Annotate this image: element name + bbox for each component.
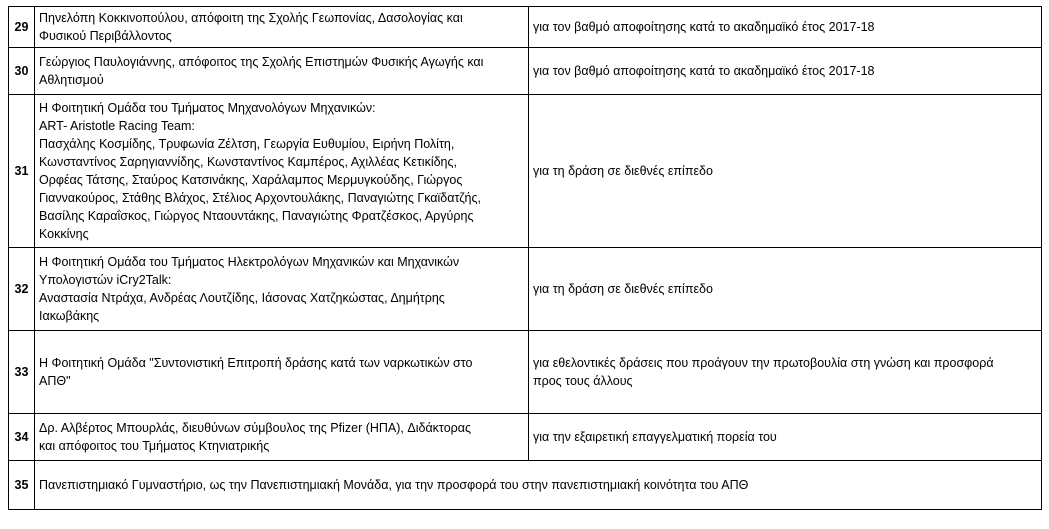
- row-number: 33: [9, 331, 35, 414]
- recipient-cell: Η Φοιτητική Ομάδα του Τμήματος Ηλεκτρολόγων Μηχανικών και Μηχανικών Υπολογιστών iCry2Talk: Αναστασία Ντράχα, Ανδρέας Λουτζίδης, Ιάσονας Χατζηκώστας, Δημήτρης Ιακωβάκης: [35, 248, 529, 331]
- recipient-cell: Γεώργιος Παυλογιάννης, απόφοιτος της Σχολής Επιστημών Φυσικής Αγωγής και Αθλητισμού: [35, 48, 529, 95]
- table-row: [9, 48, 1042, 95]
- row-number: 35: [9, 461, 35, 510]
- table-row: [9, 414, 1042, 461]
- table-row: [9, 95, 1042, 248]
- row-number: 34: [9, 414, 35, 461]
- row-number: 30: [9, 48, 35, 95]
- reason-cell: για εθελοντικές δράσεις που προάγουν την πρωτοβουλία στη γνώση και προσφορά προς τους άλλους: [529, 331, 1042, 414]
- table-row: [9, 331, 1042, 414]
- reason-cell: για τη δράση σε διεθνές επίπεδο: [529, 248, 1042, 331]
- row-number: 29: [9, 7, 35, 48]
- row-number: 31: [9, 95, 35, 248]
- recipient-cell: Η Φοιτητική Ομάδα "Συντονιστική Επιτροπή δράσης κατά των ναρκωτικών στο ΑΠΘ": [35, 331, 529, 414]
- reason-cell: για τον βαθμό αποφοίτησης κατά το ακαδημαϊκό έτος 2017-18: [529, 7, 1042, 48]
- reason-cell: για τον βαθμό αποφοίτησης κατά το ακαδημαϊκό έτος 2017-18: [529, 48, 1042, 95]
- row-number: 32: [9, 248, 35, 331]
- recipient-cell: Πηνελόπη Κοκκινοπούλου, απόφοιτη της Σχολής Γεωπονίας, Δασολογίας και Φυσικού Περιβάλλοντος: [35, 7, 529, 48]
- reason-cell: για την εξαιρετική επαγγελματική πορεία του: [529, 414, 1042, 461]
- merged-cell: Πανεπιστημιακό Γυμναστήριο, ως την Πανεπιστημιακή Μονάδα, για την προσφορά του στην πανεπιστημιακή κοινότητα του ΑΠΘ: [35, 461, 1042, 510]
- reason-cell: για τη δράση σε διεθνές επίπεδο: [529, 95, 1042, 248]
- recipient-cell: Δρ. Αλβέρτος Μπουρλάς, διευθύνων σύμβουλος της Pfizer (ΗΠΑ), Διδάκτορας και απόφοιτος του Τμήματος Κτηνιατρικής: [35, 414, 529, 461]
- table-row: [9, 461, 1042, 510]
- honors-table: [8, 6, 1042, 510]
- table-row: [9, 7, 1042, 48]
- recipient-cell: Η Φοιτητική Ομάδα του Τμήματος Μηχανολόγων Μηχανικών: ART- Aristotle Racing Team: Πασχάλης Κοσμίδης, Τρυφωνία Ζέλτση, Γεωργία Ευθυμίου, Ειρήνη Πολίτη, Κωνσταντίνος Σαρηγιαννίδης, Κωνσταντίνος Καμπέρος, Αχιλλέας Κετικίδης, Ορφέας Τάτσης, Σταύρος Κατσινάκης, Χαράλαμπος Μερμυγκούδης, Γιώργος Γιαννακούρος, Στάθης Βλάχος, Στέλιος Αρχοντουλάκης, Παναγιώτης Γκαϊδατζής, Βασίλης Καραΐσκος, Γιώργος Νταουντάκης, Παναγιώτης Φρατζέσκος, Αργύρης Κοκκίνης: [35, 95, 529, 248]
- table-row: [9, 248, 1042, 331]
